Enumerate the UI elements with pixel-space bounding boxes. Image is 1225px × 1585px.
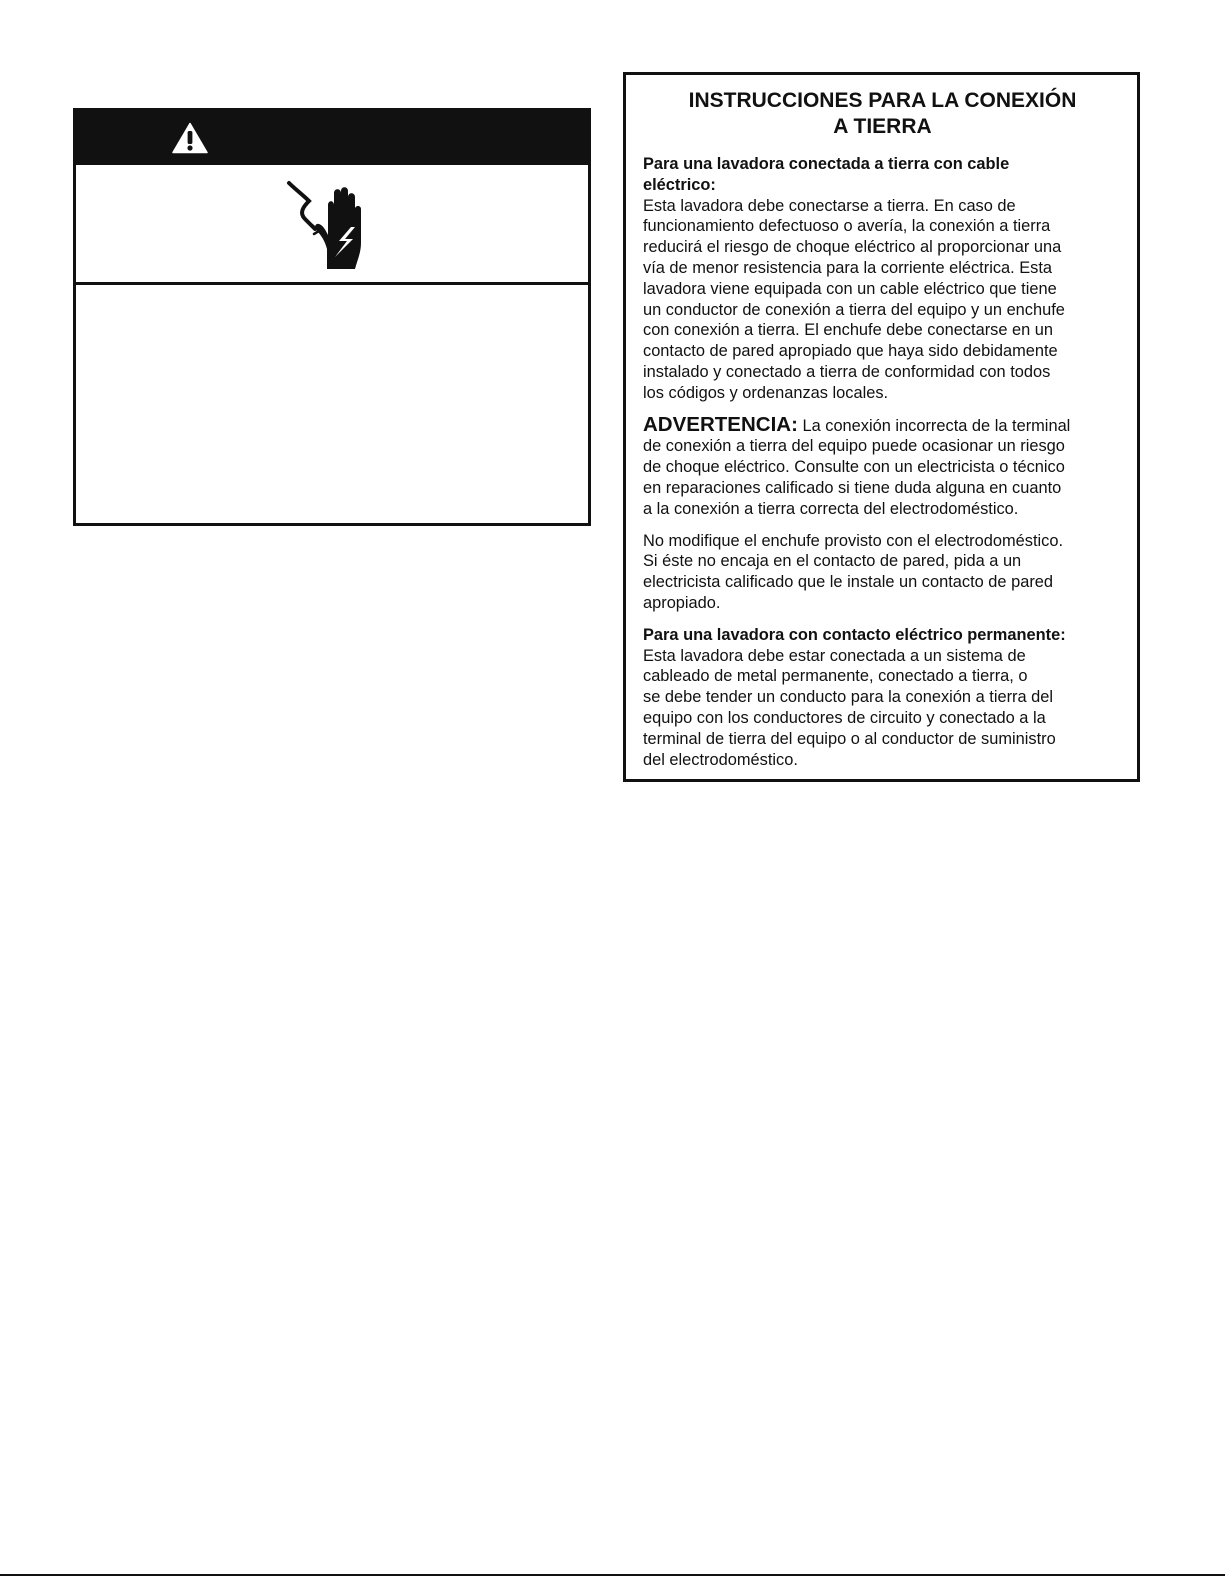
electric-shock-hand-icon [281, 179, 371, 271]
advertencia-text-line: a la conexión a tierra correcta del electrodoméstico. [643, 499, 1019, 518]
plug-text-line: electricista calificado que le instale un contacto de pared [643, 573, 1054, 592]
corded-washer-text-line: funcionamiento defectuoso o avería, la conexión a tierra [643, 217, 1051, 236]
corded-washer-text-line: Esta lavadora debe conectarse a tierra. En caso de [643, 196, 1016, 215]
corded-washer-text-line: lavadora viene equipada con un cable eléctrico que tiene [643, 279, 1057, 298]
grounding-title-line-2: A TIERRA [833, 115, 932, 138]
corded-washer-text-line: los códigos y ordenanzas locales. [643, 383, 889, 402]
permanent-connection-text-line: terminal de tierra del equipo o al conductor de suministro [643, 729, 1056, 748]
corded-washer-section [643, 154, 1122, 404]
permanent-connection-text-line: equipo con los conductores de circuito y conectado a la [643, 708, 1046, 727]
warning-pictogram-area [76, 165, 588, 285]
corded-washer-heading-line-2: eléctrico: [643, 175, 716, 194]
corded-washer-text-line: vía de menor resistencia para la corriente eléctrica. Esta [643, 258, 1053, 277]
permanent-connection-text-line: se debe tender un conducto para la conexión a tierra del [643, 688, 1054, 707]
permanent-connection-text-line: del electrodoméstico. [643, 750, 798, 769]
corded-washer-text-line: un conductor de conexión a tierra del equipo y un enchufe [643, 300, 1065, 319]
plug-text-line: No modifique el enchufe provisto con el electrodoméstico. [643, 531, 1064, 550]
permanent-connection-heading: Para una lavadora con contacto eléctrico permanente: [643, 625, 1066, 644]
grounding-title [643, 88, 1122, 140]
advertencia-text-line: de choque eléctrico. Consulte con un electricista o técnico [643, 458, 1065, 477]
grounding-instructions-box [623, 72, 1140, 782]
advertencia-first-text: La conexión incorrecta de la terminal [797, 416, 1071, 435]
grounding-title-line-1: INSTRUCCIONES PARA LA CONEXIÓN [688, 89, 1077, 112]
plug-text-line: Si éste no encaja en el contacto de pared, pida a un [643, 552, 1022, 571]
permanent-connection-text-line: cableado de metal permanente, conectado a tierra, o [643, 667, 1028, 686]
warning-body [76, 285, 588, 321]
corded-washer-text-line: reducirá el riesgo de choque eléctrico al proporcionar una [643, 238, 1062, 257]
advertencia-section [643, 412, 1122, 520]
warning-box [73, 108, 591, 526]
page-bottom-rule [0, 1574, 1225, 1576]
advertencia-text-line: de conexión a tierra del equipo puede ocasionar un riesgo [643, 437, 1065, 456]
alert-triangle-icon [172, 122, 208, 154]
permanent-connection-section [643, 625, 1122, 771]
warning-header-bar [76, 111, 588, 165]
corded-washer-heading-line-1: Para una lavadora conectada a tierra con cable [643, 155, 1010, 173]
plug-text-line: apropiado. [643, 593, 721, 612]
advertencia-label: ADVERTENCIA: [643, 412, 798, 436]
corded-washer-text-line: contacto de pared apropiado que haya sido debidamente [643, 342, 1058, 361]
permanent-connection-text-line: Esta lavadora debe estar conectada a un sistema de [643, 646, 1026, 665]
corded-washer-text-line: con conexión a tierra. El enchufe debe conectarse en un [643, 321, 1054, 340]
corded-washer-text-line: instalado y conectado a tierra de conformidad con todos [643, 362, 1051, 381]
advertencia-first-line [643, 412, 1122, 437]
advertencia-text-line: en reparaciones calificado si tiene duda alguna en cuanto [643, 478, 1062, 497]
plug-section [643, 531, 1122, 614]
